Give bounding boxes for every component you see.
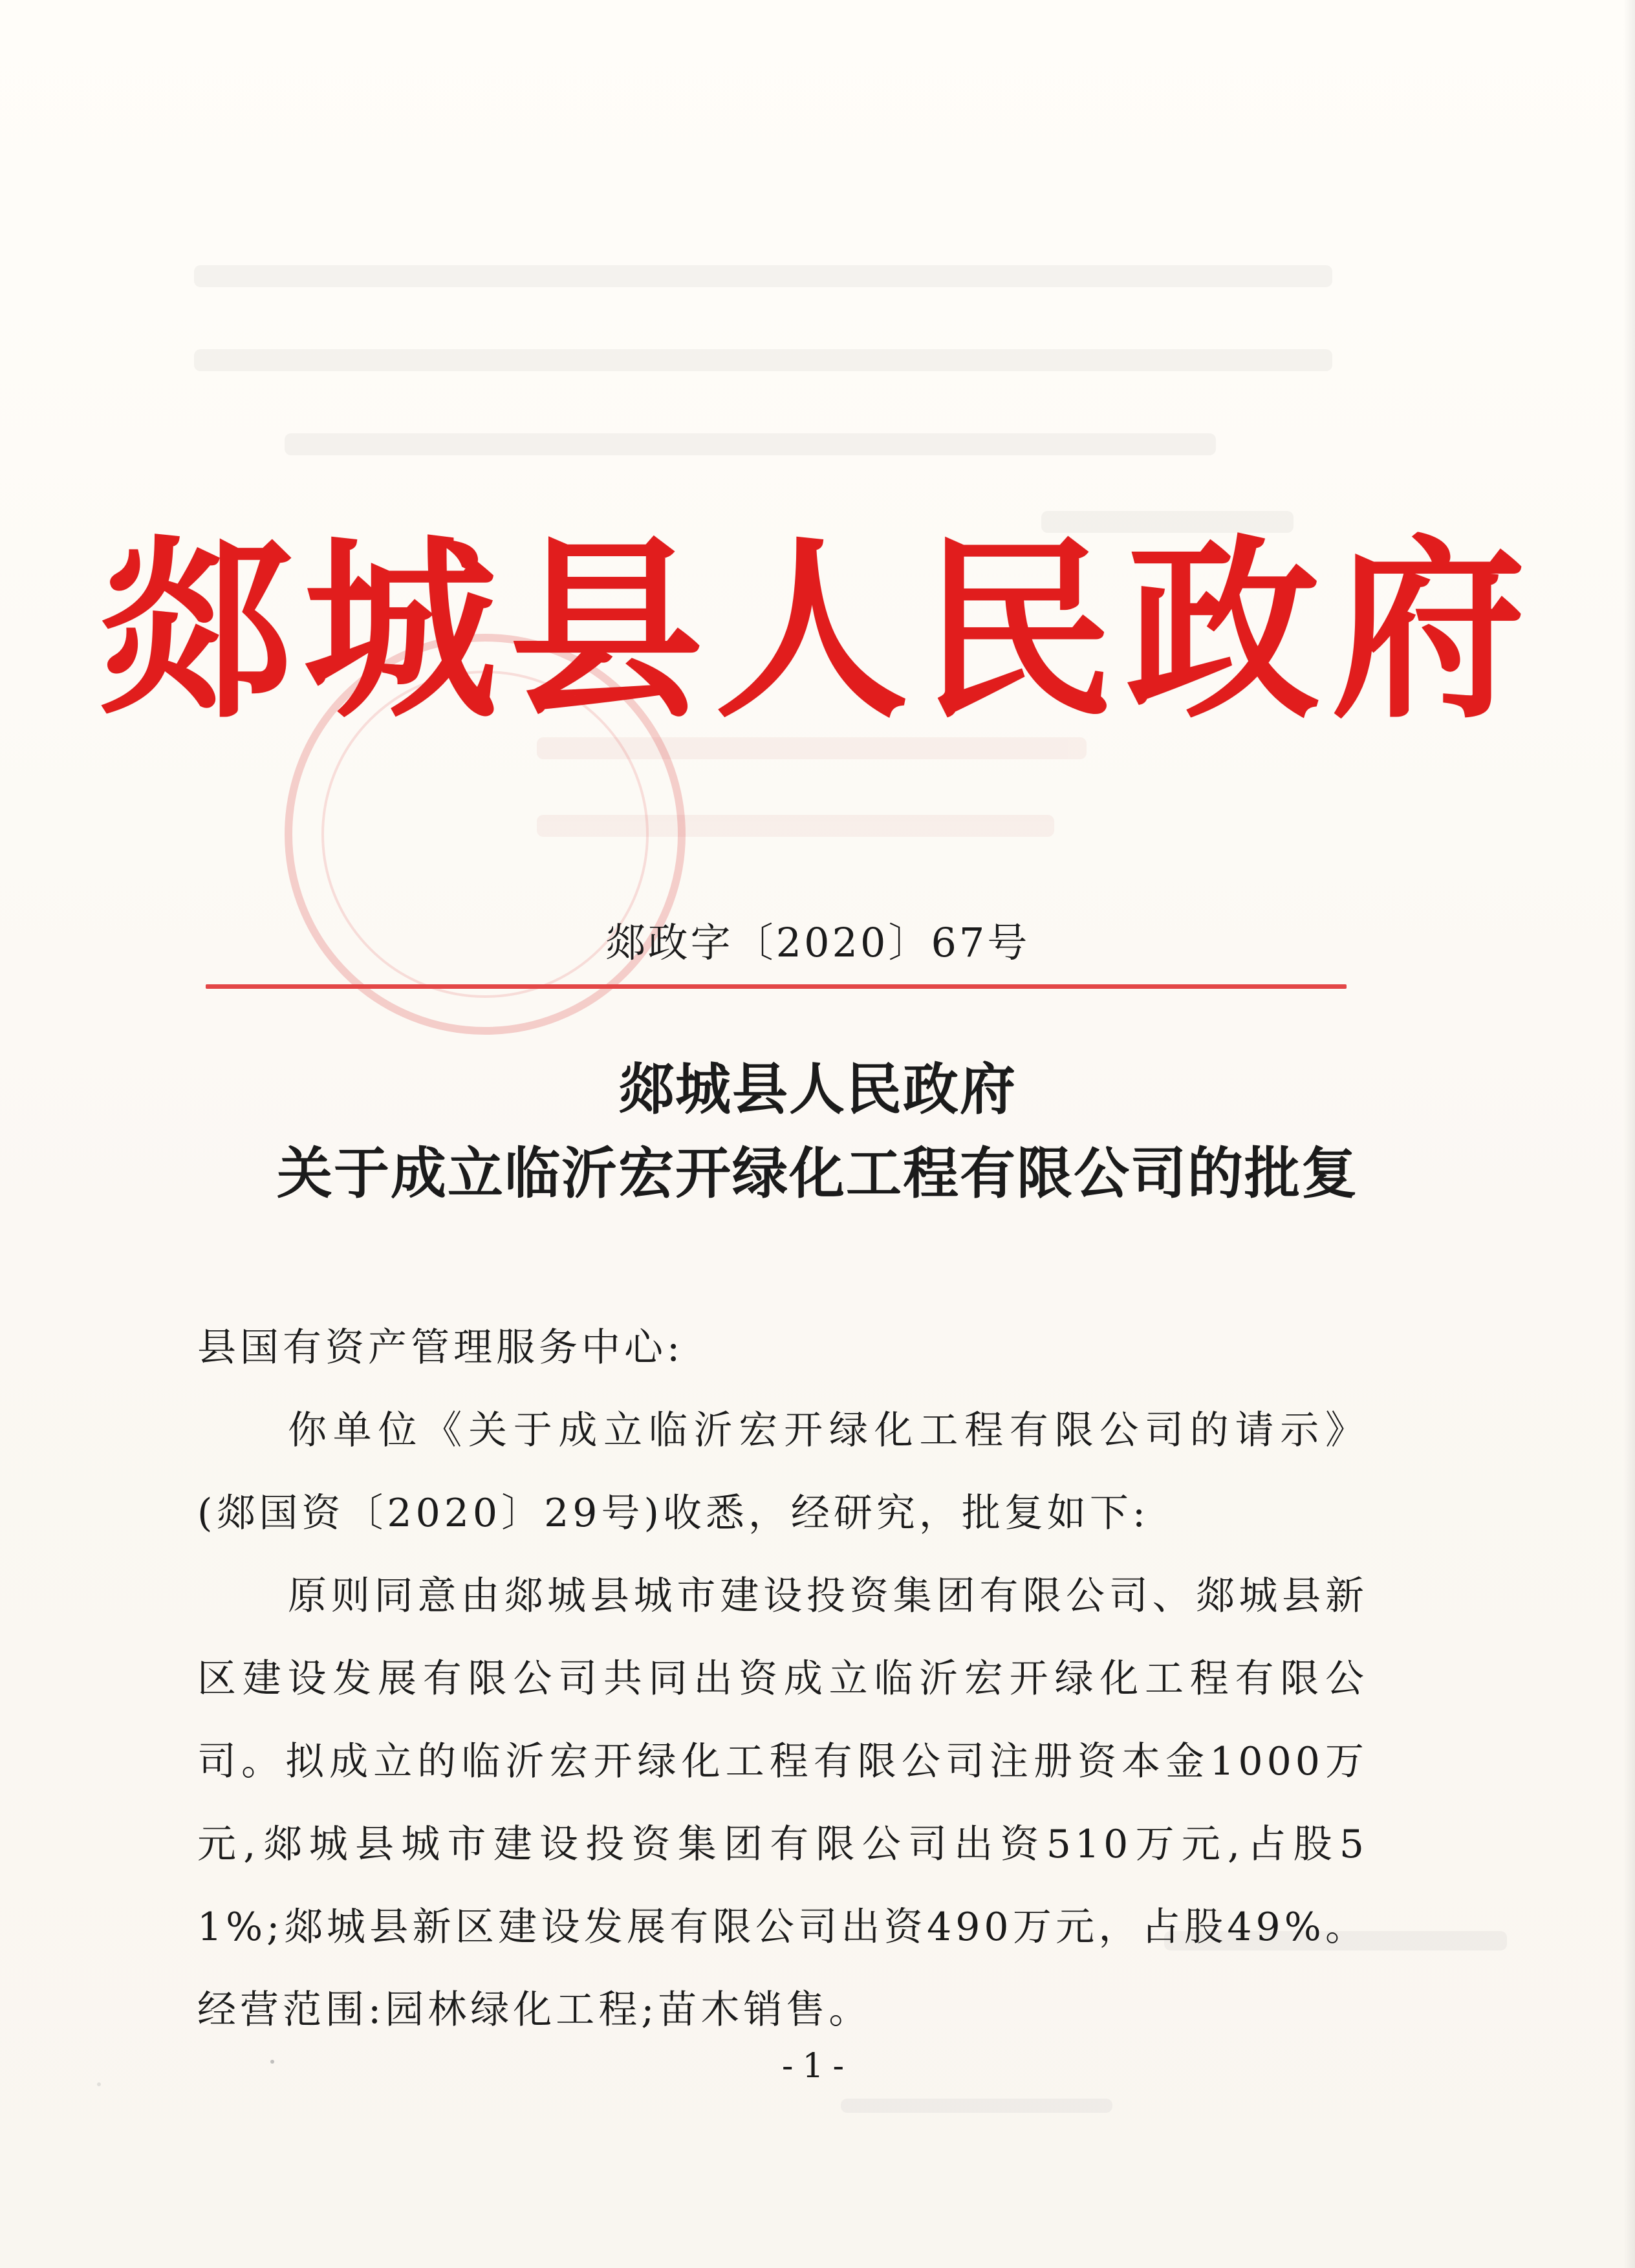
scan-speck	[97, 2082, 101, 2086]
red-separator-line	[206, 984, 1347, 989]
paragraph-1: 你单位《关于成立临沂宏开绿化工程有限公司的请示》(郯国资〔2020〕29号)收悉，经研究，批复如下:	[197, 1408, 1368, 1536]
document-number: 郯政字〔2020〕67号	[605, 919, 1030, 966]
paragraph-2: 原则同意由郯城县城市建设投资集团有限公司、郯城县新区建设发展有限公司共同出资成立临沂宏开绿化工程有限公司。拟成立的临沂宏开绿化工程有限公司注册资本金1000万元,郯城县城市建设投资集团有限公司出资510万元,占股51%;郯城县新区建设发展有限公司出资490万元，占股49%。经营范围:园林绿化工程;苗木销售。	[197, 1573, 1368, 2033]
salutation: 县国有资产管理服务中心:	[197, 1325, 684, 1370]
page-number: -1-	[781, 2047, 854, 2086]
title-line-1: 郯城县人民政府	[618, 1057, 1017, 1122]
title-line-2: 关于成立临沂宏开绿化工程有限公司的批复	[277, 1141, 1358, 1206]
scan-speck	[270, 2060, 274, 2064]
issuer-letterhead: 郯城县人民政府	[98, 516, 1537, 744]
document-body	[197, 1306, 1368, 2051]
document-title	[0, 1048, 1635, 1216]
